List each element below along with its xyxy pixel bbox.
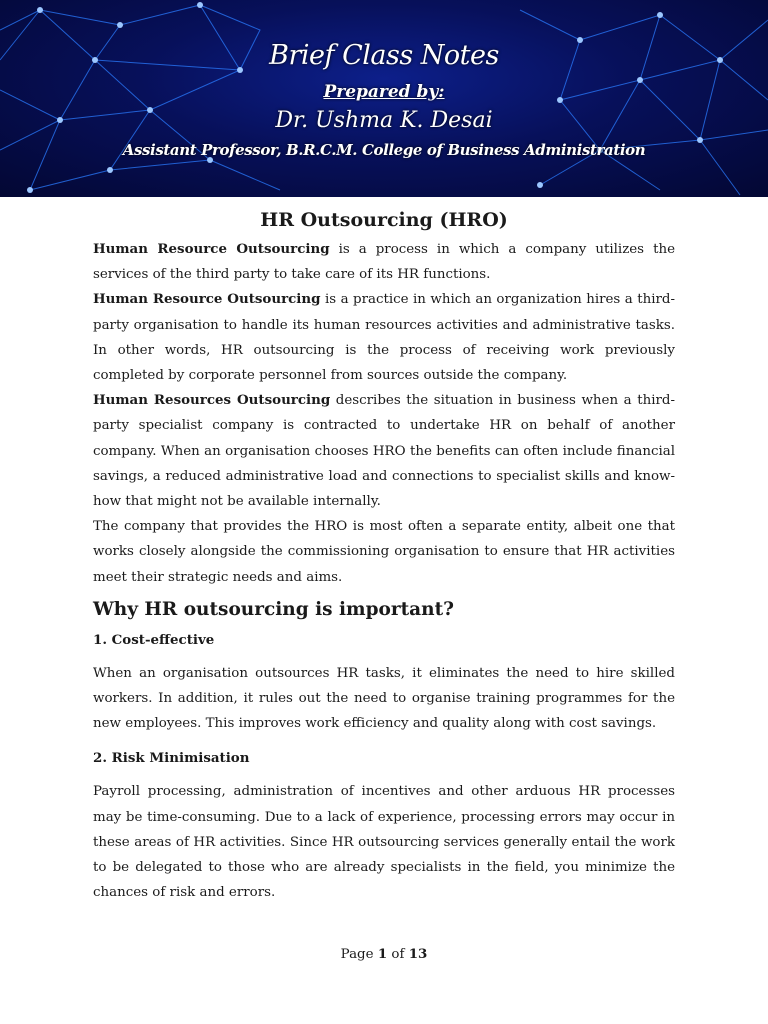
page-footer — [0, 946, 768, 962]
paragraph-lead-term: Human Resource Outsourcing — [93, 291, 321, 308]
section-heading: Why HR outsourcing is important? — [93, 598, 454, 620]
paragraph — [93, 388, 675, 514]
paragraph-text: describes the situation in business when a third-party specialist company is contracted to undertake HR on behalf of another company. When an organisation chooses HRO the benefits can often include financial savings, a reduced administrative load and connections to specialist skills and know-how that might not be available internally. — [93, 393, 675, 510]
paragraph — [93, 287, 675, 388]
paragraph-lead-term: Human Resource Outsourcing — [93, 241, 330, 257]
subsection-title: 2. Risk Minimisation — [93, 750, 250, 767]
document-body — [93, 206, 675, 915]
subsection-title: 1. Cost-effective — [93, 631, 215, 648]
page-label: Page — [340, 947, 374, 962]
paragraph-text: is a process in which a company utilizes the services of the third party to take care of its HR functions. — [93, 242, 675, 283]
banner-author: Dr. Ushma K. Desai — [275, 108, 493, 133]
paragraph — [93, 514, 675, 590]
subsection-text: Payroll processing, administration of incentives and other arduous HR processes may be time-consuming. Due to a lack of experience, processing errors may occur in these areas of HR activities. Since HR outsourcing services generally entail the work to be delegated to those who are already specialists in the field, you minimize the chances of risk and errors. — [93, 784, 675, 901]
subsection-text: When an organisation outsources HR tasks, it eliminates the need to hire skilled workers. In addition, it rules out the need to organise training programmes for the new employees. This improves work efficiency and quality along with cost savings. — [93, 665, 675, 732]
of-label: of — [391, 947, 405, 962]
paragraph-lead-term: Human Resources Outsourcing — [93, 392, 331, 409]
banner-prepared-by: Prepared by: — [323, 82, 445, 102]
page-total: 13 — [408, 946, 428, 962]
paragraph-text: is a practice in which an organization hires a third-party organisation to handle its human resources activities and administrative tasks. In other words, HR outsourcing is the process of receiving work previously completed by corporate personnel from sources outside the company. — [93, 292, 675, 384]
page-title: HR Outsourcing (HRO) — [260, 209, 508, 231]
banner-title: Brief Class Notes — [269, 40, 499, 71]
paragraph-text: The company that provides the HRO is most often a separate entity, albeit one that works closely alongside the commissioning organisation to ensure that HR activities meet their strategic needs and aims. — [93, 519, 675, 585]
paragraph — [93, 237, 675, 287]
banner-role: Assistant Professor, B.R.C.M. College of Business Administration — [122, 141, 646, 159]
header-banner — [0, 0, 768, 197]
page-current: 1 — [377, 946, 388, 962]
